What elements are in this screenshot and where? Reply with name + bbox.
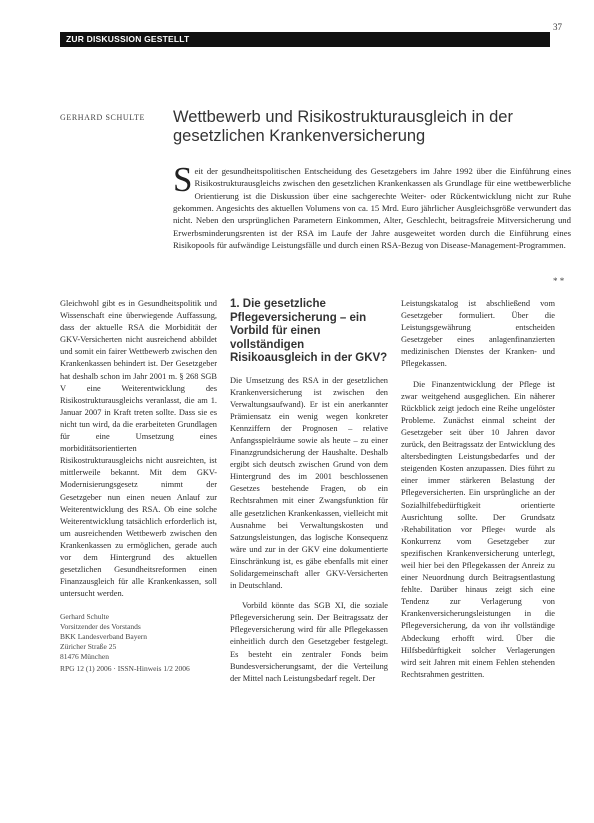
section-header-bar [60,32,550,47]
body-column-3 [401,298,555,689]
author-name: GERHARD SCHULTE [60,113,145,122]
article-title: Wettbewerb und Risikostrukturausgleich in der gesetzlichen Krankenversicherung [173,108,513,145]
body-paragraph: Gleichwohl gibt es in Gesundheitspolitik und Wissenschaft eine überwiegende Auffassung, dass der aktuelle RSA die Morbidität der GKV-Versicherten nicht ausreichend abbildet und somit ein fairer Wettbewerb zwischen den Krankenkassen behindert ist. Der Gesetzgeber hat deshalb schon im Jahr 2001 m. § 268 SGB V eine Weiterentwicklung des Risikostrukturausgleichs veranlasst, die am 1. Januar 2007 in Kraft treten sollte. Dass sie es nicht tun wird, da die erarbeiteten Grundlagen für eine Umsetzung eines morbiditätsorientierten Risikostrukturausgleichs nicht ausreichten, ist mittlerweile bekannt. Mit dem GKV-Modernisierungsgesetz nimmt der Gesetzgeber nun einen neuen Anlauf zur Weiterentwicklung des RSA. Ob eine solche Weiterentwicklung tatsächlich erforderlich ist, um ausreichenden Wettbewerb zwischen den Krankenkassen zu ermöglichen, gerade auch vor dem Hintergrund des aktuellen gesetzlichen Gesundheitsreformen einen Finanzausgleich für alle Krankenkassen, soll untersucht werden. [60,299,217,599]
body-paragraph: Vorbild könnte das SGB XI, die soziale Pflegeversicherung sein. Der Beitragssatz der Pflegeversicherung wird für alle Pflegekassen einheitlich durch den Gesetzgeber festgelegt. Es besteht ein zentraler Fonds beim Bundesversicherungsamt, der die Verteilung der Mittel nach Leistungsbedarf regelt. Der [230,601,388,683]
body-column-2 [230,298,388,693]
abstract-text: eit der gesundheitspolitischen Entscheidung des Gesetzgebers im Jahre 1992 über die Einführung eines Risikostrukturausgleichs zwischen den gesetzlichen Krankenkassen als Grundlage für eine wettbewerbliche Orientierung ist die Diskussion über eine sachgerechte Weiter- oder Rückentwicklung nicht zur Ruhe gekommen. Angesichts des aktuellen Volumens von ca. 15 Mrd. Euro jährlicher Ausgleichsgröße verwundert das nicht. Neben den ursprünglichen Parametern Einkommen, Alter, Geschlecht, beitragsfreie Mitversicherung und Erwerbsminderungsrenten ist der RSA im Laufe der Jahre ausgeweitet worden durch die Einführung eines Risikopools für aufwändige Leistungsfälle und durch einen RSA-Bezug von Disease-Management-Programmen. [173,166,571,251]
article-abstract [173,160,571,251]
author-note-line: Züricher Straße 25 [60,641,117,651]
page-footer: RPG 12 (1) 2006 · ISSN-Hinweis 1/2 2006 [60,664,190,673]
body-paragraph: Leistungskatalog ist abschließend vom Gesetzgeber formuliert. Über die Leistungsgewährung entscheiden Gesetzgeber eines anlagenfinanzierten medizinischen Dienstes der Kranken- und Pflegekassen. [401,299,555,369]
author-note-line: 81476 München [60,651,109,661]
section-divider-mark: * * [553,276,565,286]
body-paragraph: Die Umsetzung des RSA in der gesetzlichen Krankenversicherung ist zwischen den Verwaltungsaufwand). Er ist ein anerkannter Prämiensatz ein wenig wegen konkreter Kennziffern der Prognosen – relative Anfangsspielräume sowie als heute – zu einer Finanzgrundsicherung der Haushalte. Deshalb ergibt sich deutsch zwischen Grund von dem Hintergrund des im 2001 beschlossenen Gesetzes bestehende Fragen, ob ein Rechtsrahmen mit einer Zwangsfunktion für alle gesetzlichen Krankenkassen, vielleicht mit Ausnahme bei Verwaltungskosten und Satzungsleistungen, das logische Konsequenz wäre und zur in der GKV eine dokumentierte Einschränkung ist, es gäbe ebenfalls mit einer Solidargemeinschaft aller GKV-Versicherten in Deutschland. [230,375,388,591]
body-paragraph: Die Finanzentwicklung der Pflege ist zwar weitgehend ausgeglichen. Ein näherer Rückblick zeigt jedoch eine Reihe ungelöster Probleme. Zunächst einmal scheint der Gesetzgeber seit über 10 Jahren davor zurück, den Beitragssatz der Entwicklung des altersbedingten Leistungsbedarfes und der steigenden Kosten anzupassen. Dies führt zu einer immer stärkeren Belastung der Pflegeversicherten. Ein ursprüngliche an der Sozialhilfebedürftigkeit orientierte Ausrichtung sollte. Der Grundsatz ›Rehabilitation vor Pflege‹ wurde als Konkurrenz vom Gesetzgeber zur spezifischen Krankenversicherung unterlegt, weil hier bei den Pflegekassen der Anreiz zu einer Neuordnung durch Beitragsentlastung fehlte. Darüber hinaus zeigt sich eine Tendenz zur Verlagerung von Krankenversicherungsleistungen in die Pflegeversicherung, da von ihr vollständige Abdeckung erhofft wird. Über die Hilfsbedürftigkeit solcher Verlagerungen wird seit Jahren mit einem Fehlen stehenden Rechtsrahmen gestritten. [401,379,555,679]
section-label: ZUR DISKUSSION GESTELLT [66,34,190,44]
author-note-line: Vorsitzender des Vorstands [60,622,141,632]
author-note-line: BKK Landesverband Bayern [60,631,148,641]
author-note-line: Gerhard Schulte [60,612,109,622]
author-contact-note [60,612,217,661]
page-number: 37 [553,22,562,32]
body-column-1 [60,298,217,661]
section-heading: 1. Die gesetzliche Pflegeversicherung – ein Vorbild für einen vollständigen Risikoausgleich in der GKV? [230,298,388,364]
dropcap: S [173,160,193,199]
